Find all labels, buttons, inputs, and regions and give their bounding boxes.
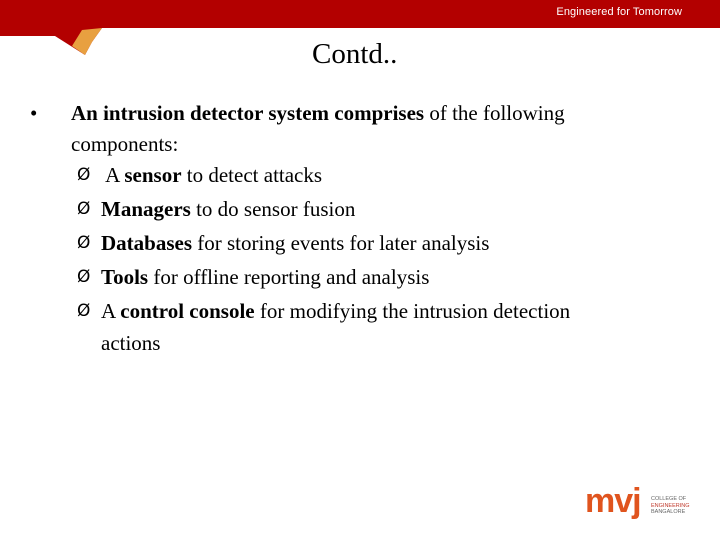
item-continuation: actions	[101, 331, 161, 355]
logo-line-2: ENGINEERING	[651, 502, 690, 509]
arrow-bullet-icon: Ø	[77, 165, 91, 185]
arrow-bullet-icon: Ø	[77, 301, 91, 321]
logo-line-3: BANGALORE	[651, 509, 686, 515]
logo-mark: mvj	[585, 482, 641, 520]
arrow-bullet-icon: Ø	[77, 199, 91, 219]
item-rest: to do sensor fusion	[190, 197, 356, 221]
bullet-continuation: components:	[71, 132, 179, 156]
item-rest: for storing events for later analysis	[192, 231, 490, 255]
item-bold: Databases	[101, 231, 193, 255]
logo-line-1: COLLEGE OF	[651, 496, 687, 502]
item-bold: Managers	[101, 197, 191, 221]
slide-title: Contd..	[312, 38, 398, 70]
logo-text	[651, 496, 709, 516]
arrow-bullet-icon: Ø	[77, 267, 91, 287]
list-item	[30, 260, 660, 294]
item-prefix: A	[101, 299, 121, 323]
bullet-icon: •	[30, 101, 38, 125]
item-rest: for offline reporting and analysis	[148, 265, 430, 289]
main-bullet	[30, 96, 660, 158]
slide-content	[30, 96, 660, 358]
list-item	[30, 294, 660, 358]
item-bold: sensor	[124, 163, 182, 187]
bullet-bold-text: An intrusion detector system comprises	[71, 101, 425, 125]
bullet-rest-text: of the following	[424, 101, 565, 125]
item-rest: to detect attacks	[181, 163, 323, 187]
item-bold: control console	[120, 299, 255, 323]
item-prefix: A	[101, 163, 125, 187]
list-item	[30, 226, 660, 260]
header-tagline: Engineered for Tomorrow	[556, 6, 682, 18]
item-rest: for modifying the intrusion detection	[254, 299, 571, 323]
item-bold: Tools	[101, 265, 149, 289]
arrow-bullet-icon: Ø	[77, 233, 91, 253]
college-logo	[585, 482, 710, 524]
list-item	[30, 192, 660, 226]
list-item	[30, 158, 660, 192]
component-list	[30, 158, 660, 358]
